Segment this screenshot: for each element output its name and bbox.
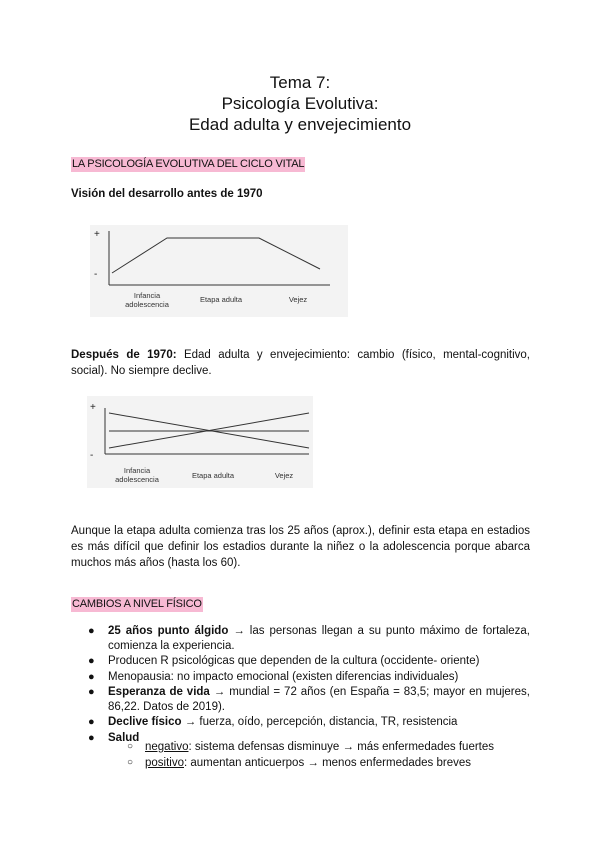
chart2-plus: + bbox=[90, 402, 96, 413]
chart1-label-etapa-adulta: Etapa adulta bbox=[199, 295, 243, 304]
page-title bbox=[0, 72, 600, 135]
list-item-bold: Salud bbox=[108, 731, 140, 744]
chart1-label-adolescencia: adolescencia bbox=[125, 300, 169, 309]
bullet-icon: ● bbox=[88, 670, 95, 683]
health-sublist bbox=[71, 740, 530, 771]
chart1-plus: + bbox=[94, 229, 100, 240]
sublist-item-text: : sistema defensas disminuye → más enfermedades fuertes bbox=[188, 741, 495, 753]
sublist-item bbox=[71, 756, 530, 771]
sublist-item bbox=[71, 740, 530, 755]
chart1-minus: - bbox=[94, 269, 98, 280]
title-line-2: Psicología Evolutiva: bbox=[221, 94, 379, 113]
list-item-text: Producen R psicológicas que dependen de la cultura (occidente- oriente) bbox=[108, 655, 480, 667]
chart2-label-vejez: Vejez bbox=[274, 471, 294, 480]
list-item bbox=[71, 654, 530, 669]
bullet-icon: ● bbox=[88, 625, 95, 637]
sublist-item-text: : aumentan anticuerpos → menos enfermedades breves bbox=[184, 756, 472, 769]
list-item-text: → mundial = 72 años (en España = 83,5; mayor en mujeres, 86,22. Datos de 2019). bbox=[108, 686, 530, 713]
circle-bullet-icon: ○ bbox=[127, 756, 134, 768]
list-item bbox=[71, 685, 530, 714]
chart1-label-infancia: Infancia bbox=[133, 291, 161, 300]
bullet-icon: ● bbox=[88, 686, 95, 698]
paragraph-after-1970 bbox=[71, 347, 530, 379]
sublist-item-label: negativo bbox=[145, 741, 189, 753]
title-line-1: Tema 7: bbox=[269, 73, 331, 92]
bullet-icon: ● bbox=[88, 731, 95, 744]
list-item bbox=[71, 715, 530, 730]
list-item bbox=[71, 624, 530, 653]
chart2-label-adolescencia: adolescencia bbox=[115, 475, 159, 484]
title-line-3: Edad adulta y envejecimiento bbox=[188, 115, 412, 134]
chart-development-before-1970 bbox=[90, 225, 348, 317]
bullet-icon: ● bbox=[88, 655, 95, 667]
list-item-bold: Declive físico bbox=[108, 716, 182, 728]
paragraph-after-1970-bold: Después de 1970: bbox=[71, 349, 177, 361]
list-item-text: → las personas llegan a su punto máximo de fortaleza, comienza la experiencia. bbox=[108, 625, 530, 652]
bullet-icon: ● bbox=[88, 716, 95, 728]
circle-bullet-icon: ○ bbox=[127, 741, 134, 752]
paragraph-etapa-adulta: Aunque la etapa adulta comienza tras los 25 años (aprox.), definir esta etapa en estadios es más difícil que definir los estadios durante la niñez o la adolescencia porque abarca muchos más años (hasta los 60). bbox=[71, 525, 530, 569]
list-item-text: Menopausia: no impacto emocional (existen diferencias individuales) bbox=[108, 670, 459, 683]
chart1-label-vejez: Vejez bbox=[288, 295, 308, 304]
list-item-text: → fuerza, oído, percepción, distancia, TR, resistencia bbox=[181, 716, 458, 728]
paragraph-after-1970-text: Edad adulta y envejecimiento: cambio (físico, mental-cognitivo, social). No siempre declive. bbox=[71, 349, 531, 377]
section-heading-cambios-fisicos: CAMBIOS A NIVEL FÍSICO bbox=[72, 598, 202, 610]
subheading-before-1970: Visión del desarrollo antes de 1970 bbox=[71, 188, 263, 200]
chart2-label-etapa-adulta: Etapa adulta bbox=[191, 471, 235, 480]
chart2-minus: - bbox=[90, 450, 94, 461]
sublist-item-label: positivo bbox=[145, 756, 184, 769]
chart-development-after-1970 bbox=[87, 396, 313, 488]
chart2-label-infancia: Infancia bbox=[123, 466, 151, 475]
list-item bbox=[71, 670, 530, 685]
list-item-bold: Esperanza de vida bbox=[108, 686, 210, 698]
section-heading-ciclo-vital: LA PSICOLOGÍA EVOLUTIVA DEL CICLO VITAL bbox=[72, 158, 305, 170]
physical-changes-list bbox=[71, 624, 530, 746]
list-item-bold: 25 años punto álgido bbox=[108, 625, 229, 637]
